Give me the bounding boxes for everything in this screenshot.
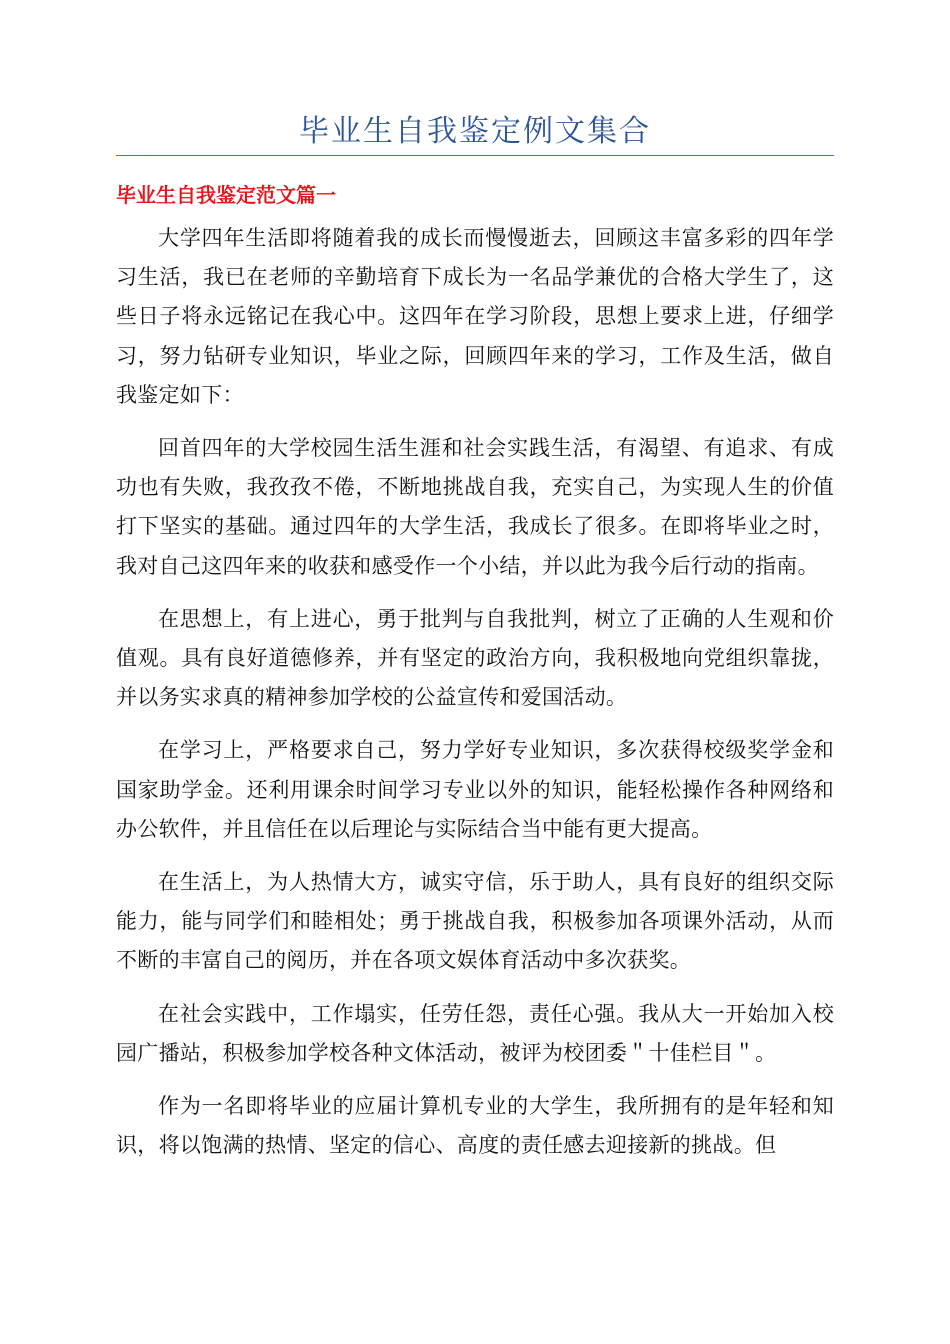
paragraph-5: 在生活上，为人热情大方，诚实守信，乐于助人，具有良好的组织交际能力，能与同学们和睦相处；勇于挑战自我，积极参加各项课外活动，从而不断的丰富自己的阅历，并在各项文娱体育活动中多次获奖。 [116, 870, 834, 973]
paragraph-2: 回首四年的大学校园生活生涯和社会实践生活，有渴望、有追求、有成功也有失败，我孜孜不倦，不断地挑战自我，充实自己，为实现人生的价值打下坚实的基础。通过四年的大学生活，我成长了很多。在即将毕业之时，我对自己这四年来的收获和感受作一个小结，并以此为我今后行动的指南。 [116, 436, 834, 578]
document-title: 毕业生自我鉴定例文集合 [299, 114, 651, 149]
title-underline [116, 155, 834, 156]
section-heading: 毕业生自我鉴定范文篇一 [116, 183, 336, 207]
paragraph-3: 在思想上，有上进心，勇于批判与自我批判，树立了正确的人生观和价值观。具有良好道德修养，并有坚定的政治方向，我积极地向党组织靠拢，并以务实求真的精神参加学校的公益宣传和爱国活动。 [116, 606, 834, 710]
body-text [116, 219, 834, 1165]
paragraph-6: 在社会实践中，工作塌实，任劳任怨，责任心强。我从大一开始加入校园广播站，积极参加学校各种文体活动，被评为校团委＂十佳栏目＂。 [116, 1001, 834, 1065]
paragraph-7: 作为一名即将毕业的应届计算机专业的大学生，我所拥有的是年轻和知识，将以饱满的热情、坚定的信心、高度的责任感去迎接新的挑战。但 [116, 1094, 834, 1158]
paragraph-1: 大学四年生活即将随着我的成长而慢慢逝去，回顾这丰富多彩的四年学习生活，我已在老师的辛勤培育下成长为一名品学兼优的合格大学生了，这些日子将永远铭记在我心中。这四年在学习阶段，思想上要求上进，仔细学习，努力钻研专业知识，毕业之际，回顾四年来的学习，工作及生活，做自我鉴定如下： [116, 226, 834, 407]
paragraph-4: 在学习上，严格要求自己，努力学好专业知识，多次获得校级奖学金和国家助学金。还利用课余时间学习专业以外的知识，能轻松操作各种网络和办公软件，并且信任在以后理论与实际结合当中能有更大提高。 [116, 738, 834, 841]
document-page [116, 0, 834, 1179]
